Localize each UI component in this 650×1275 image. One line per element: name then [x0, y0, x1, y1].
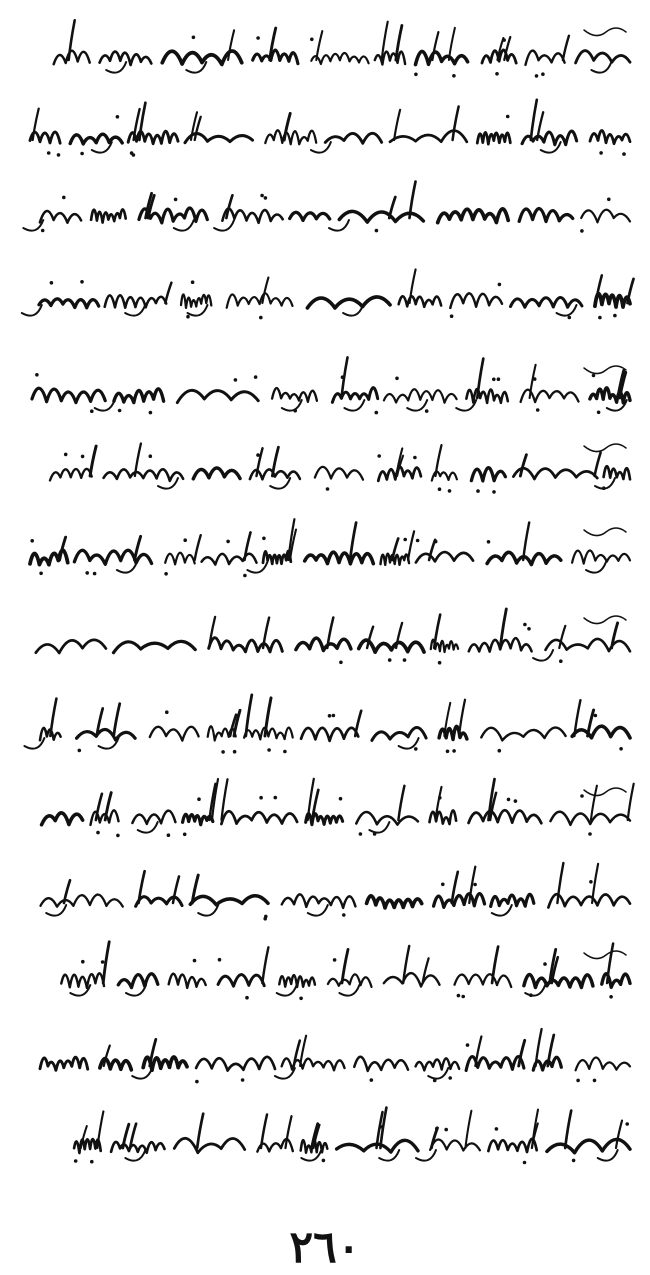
manuscript-line	[41, 863, 631, 921]
manuscript-line	[61, 942, 630, 1000]
manuscript-line	[54, 20, 630, 77]
manuscript-line	[42, 779, 634, 837]
page-number: ٢٦٠	[289, 1222, 361, 1273]
manuscript-line	[32, 357, 630, 414]
manuscript-line	[24, 695, 630, 754]
manuscript-line	[74, 1108, 630, 1165]
manuscript-line	[30, 100, 630, 157]
manuscript-line	[22, 269, 634, 319]
manuscript-line	[36, 609, 630, 665]
manuscript-line	[30, 519, 630, 577]
manuscript-line	[40, 1029, 630, 1083]
manuscript-line	[50, 444, 630, 494]
manuscript-line	[23, 182, 630, 233]
